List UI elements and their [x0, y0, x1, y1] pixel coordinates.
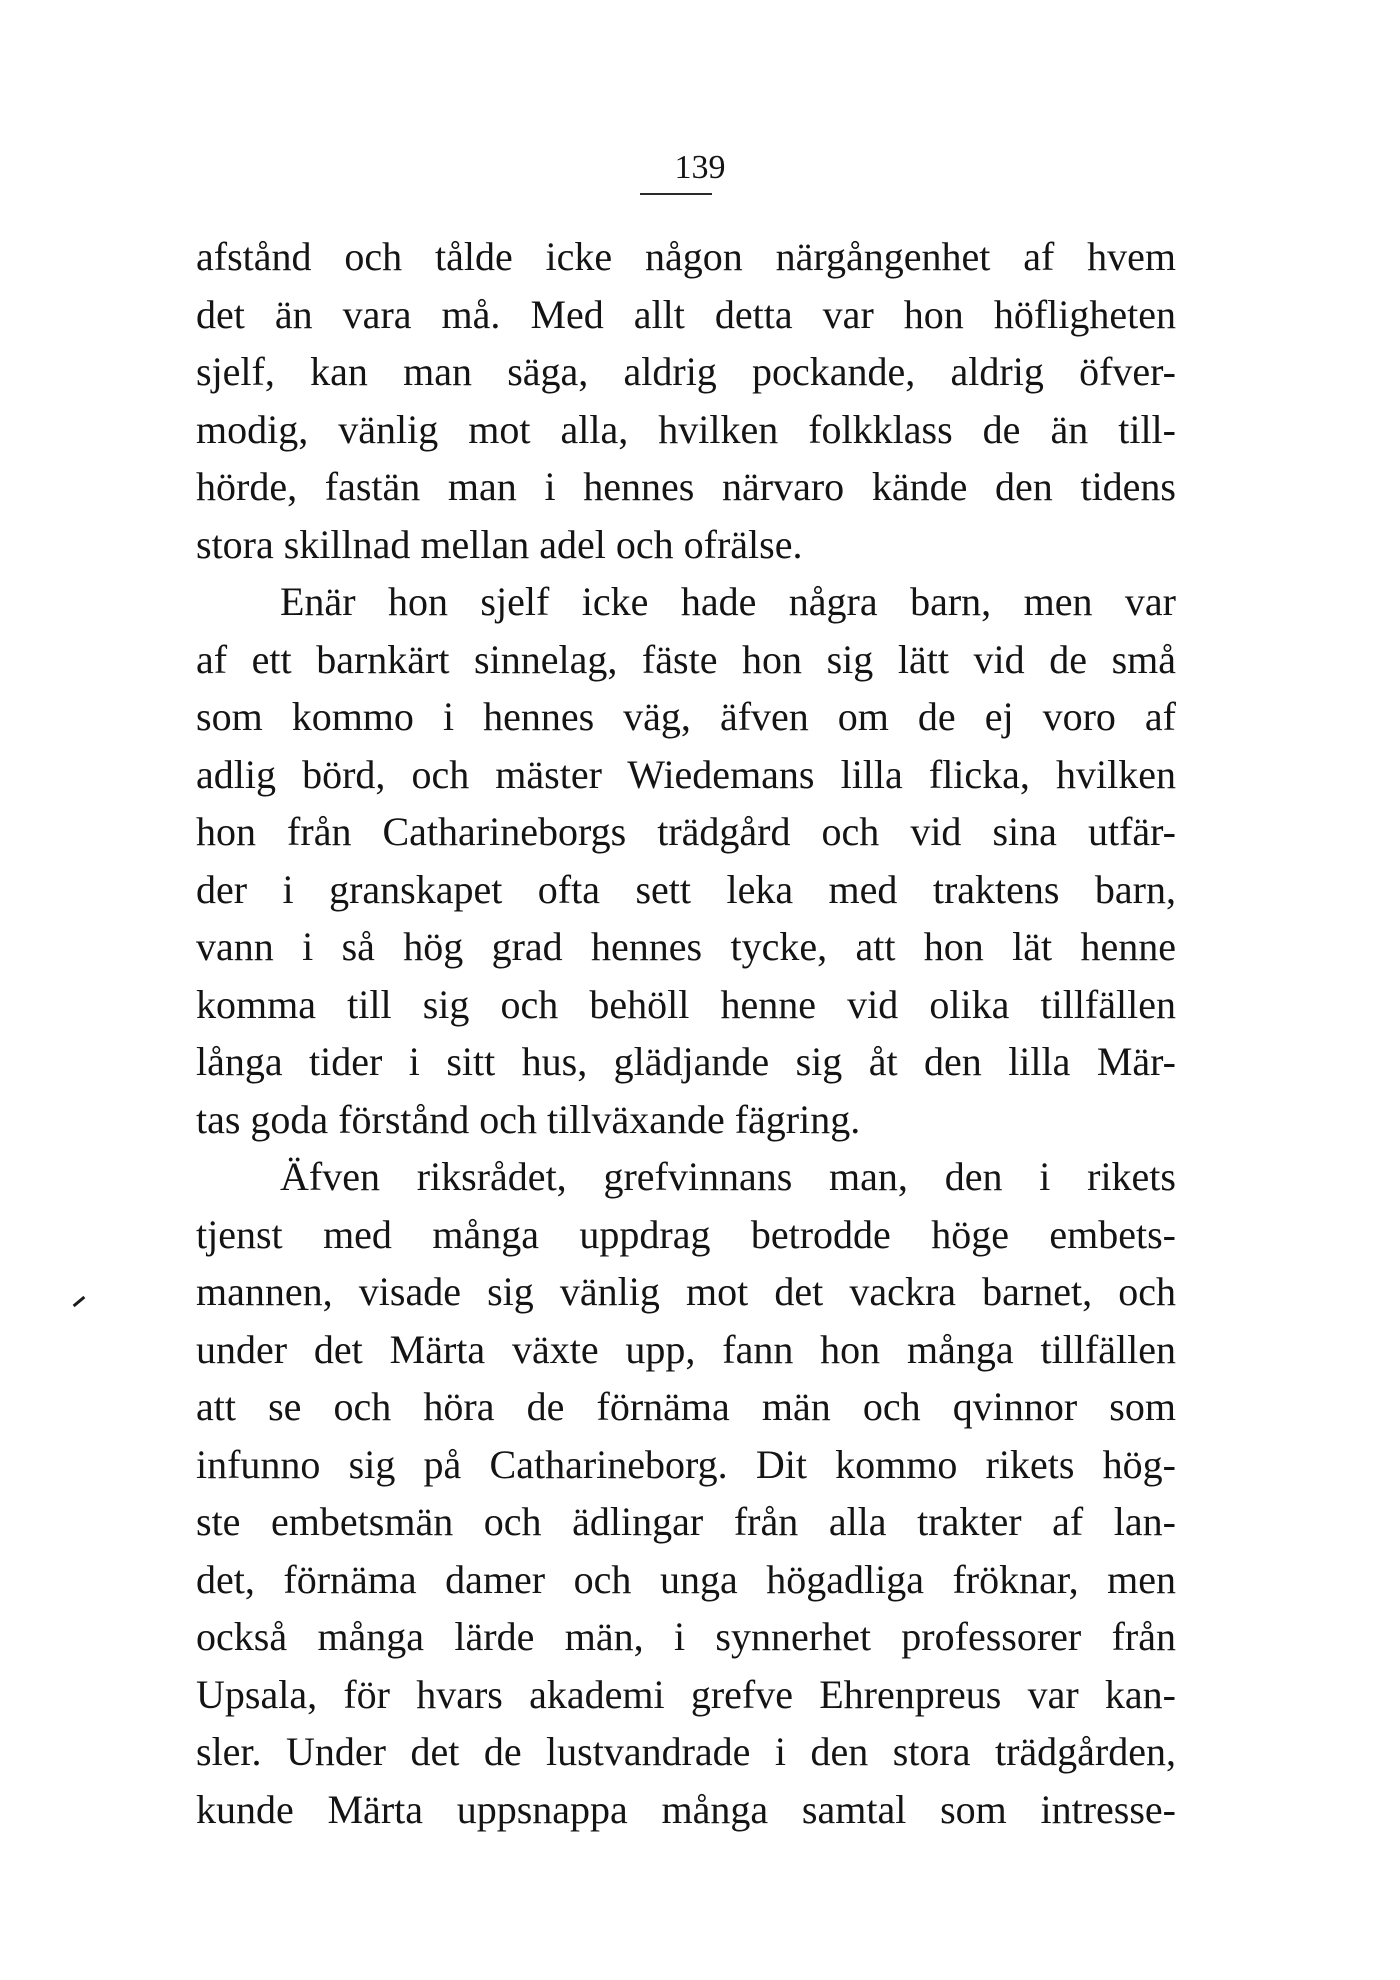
- text-line: sjelf, kan man säga, aldrig pockande, aldrig öfver-: [196, 349, 1176, 394]
- text-line: sler. Under det de lustvandrade i den stora trädgården,: [196, 1729, 1176, 1774]
- text-line: af ett barnkärt sinnelag, fäste hon sig lätt vid de små: [196, 636, 1176, 682]
- text-line: Enär hon sjelf icke hade några barn, men var: [280, 579, 1176, 624]
- margin-mark: [73, 1296, 86, 1307]
- text-line: adlig börd, och mäster Wiedemans lilla flicka, hvilken: [196, 751, 1176, 797]
- text-line: det, förnäma damer och unga högadliga fröknar, men: [196, 1556, 1176, 1602]
- text-line: infunno sig på Catharineborg. Dit kommo rikets hög-: [196, 1441, 1176, 1487]
- text-line: hörde, fastän man i hennes närvaro kände den tidens: [196, 464, 1176, 509]
- text-line: ste embetsmän och ädlingar från alla trakter af lan-: [196, 1499, 1176, 1544]
- text-line: modig, vänlig mot alla, hvilken folkklass de än till-: [196, 406, 1176, 452]
- text-line: långa tider i sitt hus, glädjande sig åt den lilla Mär-: [196, 1039, 1176, 1084]
- text-line: vann i så hög grad hennes tycke, att hon lät henne: [196, 924, 1176, 969]
- text-line: stora skillnad mellan adel och ofrälse.: [196, 521, 803, 567]
- text-line: också många lärde män, i synnerhet professorer från: [196, 1614, 1176, 1659]
- text-line: som kommo i hennes väg, äfven om de ej voro af: [196, 694, 1176, 739]
- text-line: komma till sig och behöll henne vid olika tillfällen: [196, 981, 1176, 1027]
- body-text: [196, 228, 1176, 1838]
- text-line: under det Märta växte upp, fann hon många tillfällen: [196, 1326, 1176, 1372]
- text-line: afstånd och tålde icke någon närgångenhet af hvem: [196, 234, 1176, 279]
- text-line: Äfven riksrådet, grefvinnans man, den i rikets: [280, 1154, 1176, 1199]
- text-line: der i granskapet ofta sett leka med traktens barn,: [196, 866, 1176, 912]
- text-line: tas goda förstånd och tillväxande fägring.: [196, 1096, 861, 1142]
- text-line: hon från Catharineborgs trädgård och vid sina utfär-: [196, 809, 1176, 854]
- page-number: 139: [674, 149, 726, 186]
- text-line: det än vara må. Med allt detta var hon höfligheten: [196, 291, 1176, 337]
- text-line: Upsala, för hvars akademi grefve Ehrenpreus var kan-: [196, 1671, 1176, 1717]
- page-number-rule: [640, 193, 712, 195]
- text-line: kunde Märta uppsnappa många samtal som intresse-: [196, 1786, 1176, 1832]
- text-line: tjenst med många uppdrag betrodde höge embets-: [196, 1211, 1176, 1257]
- text-line: att se och höra de förnäma män och qvinnor som: [196, 1384, 1176, 1429]
- text-line: mannen, visade sig vänlig mot det vackra barnet, och: [196, 1269, 1176, 1314]
